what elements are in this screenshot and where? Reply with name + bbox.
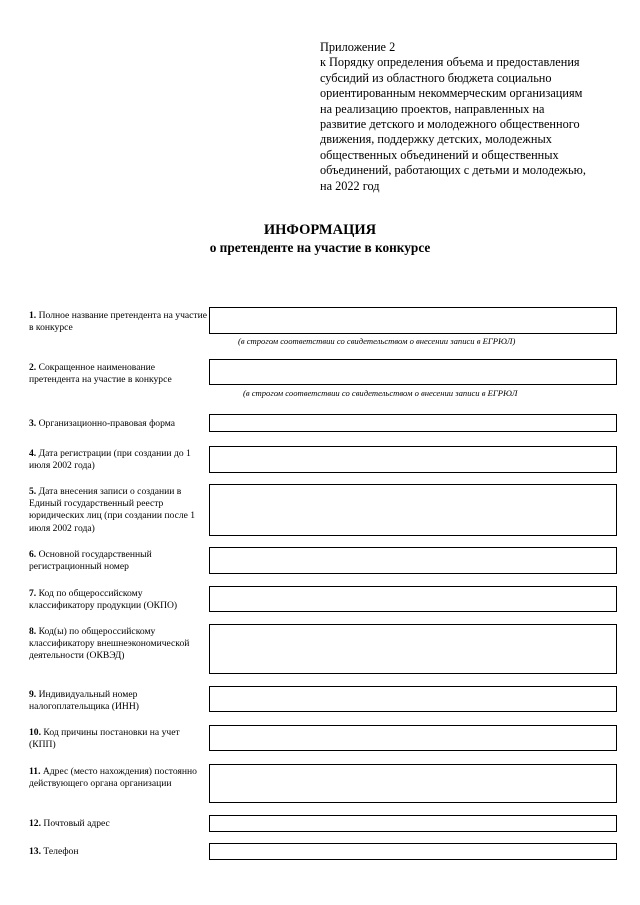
field-label-text: Индивидуальный номер налогоплательщика (ИНН): [29, 689, 139, 713]
field-number: 5.: [29, 486, 37, 497]
postal-address-input[interactable]: [209, 815, 617, 832]
appendix-line: движения, поддержку детских, молодежных: [320, 132, 552, 147]
short-name-input[interactable]: [209, 359, 617, 385]
field-label-text: Адрес (место нахождения) постоянно действующего органа организации: [29, 766, 197, 790]
field-number: 3.: [29, 418, 37, 429]
appendix-line: Приложение 2: [320, 40, 396, 54]
appendix-line: объединений, работающих с детьми и молодежью,: [320, 163, 586, 178]
document-subtitle: о претенденте на участие в конкурсе: [209, 240, 431, 255]
appendix-line: на 2022 год: [320, 178, 380, 193]
document-title: ИНФОРМАЦИЯ: [263, 222, 377, 238]
appendix-line: к Порядку определения объема и предоставления: [320, 55, 580, 70]
field-number: 2.: [29, 362, 37, 373]
appendix-line: субсидий из областного бюджета социально: [320, 70, 552, 85]
phone-input[interactable]: [209, 843, 617, 860]
field-label: [29, 448, 207, 472]
inn-input[interactable]: [209, 686, 617, 712]
field-number: 7.: [29, 588, 37, 599]
okved-input[interactable]: [209, 624, 617, 674]
field-number: 11.: [29, 766, 41, 777]
registration-date-input[interactable]: [209, 446, 617, 473]
field-label: [29, 818, 207, 830]
appendix-line: ориентированным некоммерческим организациям: [320, 86, 583, 101]
okpo-input[interactable]: [209, 586, 617, 612]
field-label: [29, 727, 207, 751]
field-label: [29, 310, 207, 334]
field-label-text: Полное название претендента на участие в конкурсе: [29, 310, 207, 334]
field-note: (в строгом соответствии со свидетельством о внесении записи в ЕГРЮЛ: [243, 388, 518, 398]
ogrn-input[interactable]: [209, 547, 617, 574]
field-label: [29, 418, 207, 430]
appendix-line: на реализацию проектов, направленных на: [320, 101, 545, 116]
field-label: [29, 486, 207, 535]
field-number: 10.: [29, 727, 41, 738]
field-label: [29, 766, 207, 790]
full-name-input[interactable]: [209, 307, 617, 334]
field-label: [29, 362, 207, 386]
field-label: [29, 588, 207, 612]
field-number: 4.: [29, 448, 37, 459]
appendix-line: развитие детского и молодежного общественного: [320, 117, 580, 132]
field-number: 13.: [29, 846, 41, 857]
field-label-text: Почтовый адрес: [43, 818, 110, 829]
field-note: (в строгом соответствии со свидетельством о внесении записи в ЕГРЮЛ): [238, 336, 516, 346]
field-number: 6.: [29, 549, 37, 560]
field-number: 1.: [29, 310, 37, 321]
field-number: 9.: [29, 689, 37, 700]
field-label-text: Организационно-правовая форма: [38, 418, 176, 429]
field-label-text: Код по общероссийскому классификатору продукции (ОКПО): [29, 588, 178, 612]
field-label-text: Сокращенное наименование претендента на участие в конкурсе: [29, 362, 172, 386]
address-input[interactable]: [209, 764, 617, 803]
egrul-record-date-input[interactable]: [209, 484, 617, 536]
field-label-text: Дата внесения записи о создании в Единый государственный реестр юридических лиц (при создании после 1 июля 2002 года): [29, 486, 196, 534]
field-label-text: Основной государственный регистрационный номер: [29, 549, 152, 573]
appendix-line: общественных объединений и общественных: [320, 147, 559, 162]
field-label: [29, 626, 207, 663]
field-label: [29, 846, 207, 858]
field-number: 8.: [29, 626, 37, 637]
appendix-header: [320, 40, 620, 194]
field-number: 12.: [29, 818, 41, 829]
kpp-input[interactable]: [209, 725, 617, 751]
field-label: [29, 689, 207, 713]
field-label: [29, 549, 207, 573]
field-label-text: Код причины постановки на учет (КПП): [29, 727, 180, 751]
field-label-text: Код(ы) по общероссийскому классификатору внешнеэкономической деятельности (ОКВЭД): [29, 626, 190, 662]
field-label-text: Телефон: [43, 846, 79, 857]
field-label-text: Дата регистрации (при создании до 1 июля 2002 года): [29, 448, 191, 472]
legal-form-input[interactable]: [209, 414, 617, 432]
document-title-block: [0, 221, 640, 256]
